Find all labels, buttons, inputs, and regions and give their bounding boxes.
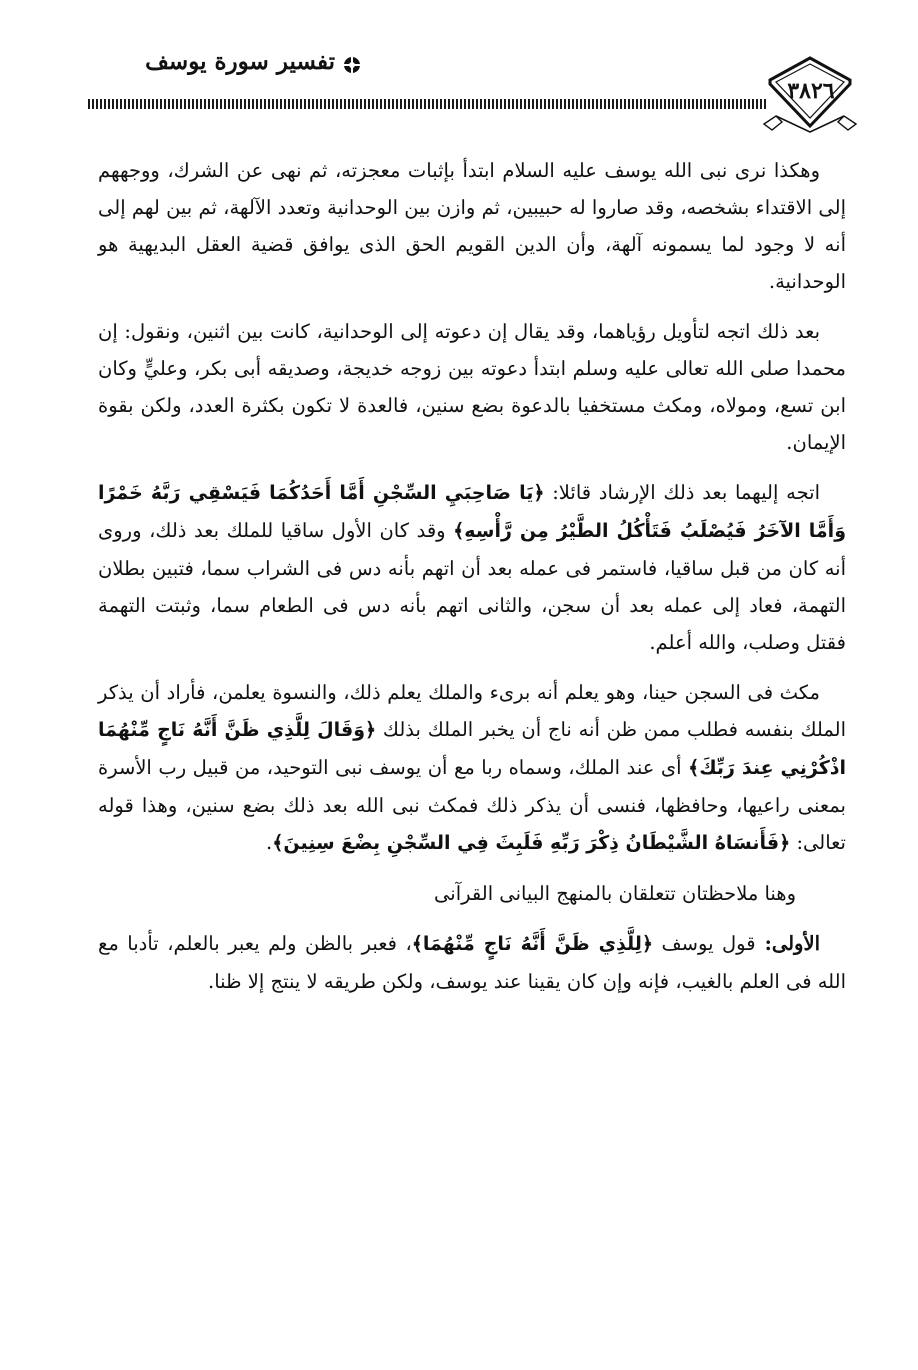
paragraph-3: [98, 474, 846, 661]
paragraph-3-rest: وقد كان الأول ساقيا للملك بعد ذلك، وروى أنه كان من قبل ساقيا، فاستمر فى عمله بعد أن اتهم بأنه دس فى الشراب سما، فتبين بطلان التهمة، فعاد إلى عمله بعد أن سجن، والثانى اتهم بأنه دس فى الطعام سما، وثبتت التهمة فقتل وصلب، والله أعلم.: [98, 519, 846, 654]
paragraph-6-rest: ، فعبر بالظن ولم يعبر بالعلم، تأدبا مع الله فى العلم بالغيب، فإنه وإن كان يقينا عند يوسف، ولكن طريقه لا ينتج إلا ظنا.: [98, 932, 846, 993]
page-header: [0, 0, 918, 140]
quran-verse: ﴿لِلَّذِي ظَنَّ أَنَّهُ نَاجٍ مِّنْهُمَا﴾: [411, 933, 653, 955]
surah-title: تفسير سورة يوسف: [145, 48, 335, 75]
quran-verse: ﴿يَا صَاحِبَيِ السِّجْنِ أَمَّا أَحَدُكُمَا فَيَسْقِي رَبَّهُ خَمْرًا وَأَمَّا الآخَرُ فَيُصْلَبُ فَتَأْكُلُ الطَّيْرُ مِن رَّأْسِهِ﴾: [98, 482, 846, 542]
body-text: [98, 152, 846, 1013]
paragraph-1-text: وهكذا نرى نبى الله يوسف عليه السلام ابتدأ بإثبات معجزته، ثم نهى عن الشرك، ووجههم إلى الاقتداء بشخصه، وقد صاروا له حبيبين، ثم وازن بين الوحدانية وتعدد الآلهة، ثم بين لهم إلى أنه لا وجود لما يسمونه آلهة، وأن الدين القويم الحق الذى يوافق قضية العقل البديهية هو الوحدانية.: [98, 159, 846, 293]
paragraph-5: [98, 875, 846, 912]
paragraph-5-text: وهنا ملاحظتان تتعلقان بالمنهج البيانى القرآنى: [434, 882, 796, 905]
quran-verse: ﴿فَأَنسَاهُ الشَّيْطَانُ ذِكْرَ رَبِّهِ فَلَبِثَ فِي السِّجْنِ بِضْعَ سِنِينَ﴾: [272, 832, 791, 854]
paragraph-1: [98, 152, 846, 300]
paragraph-2-text: بعد ذلك اتجه لتأويل رؤياهما، وقد يقال إن دعوته إلى الوحدانية، كانت بين اثنين، ونقول: إن محمدا صلى الله تعالى عليه وسلم ابتدأ دعوته بين زوجه خديجة، وصديقه أبى بكر، وعليٍّ وكان ابن تسع، ومولاه، ومكث مستخفيا بالدعوة بضع سنين، فالعدة لا تكون بكثرة العدد، ولكن بقوة الإيمان.: [98, 320, 846, 454]
header-rule: [88, 99, 768, 109]
paragraph-6: [98, 925, 846, 1000]
paragraph-4-end: .: [266, 831, 273, 854]
paragraph-4: [98, 674, 846, 862]
flower-ornament-icon: [342, 55, 362, 75]
paragraph-2: [98, 313, 846, 461]
page-number: ٣٨٢٦: [787, 78, 835, 104]
paragraph-4-middle: أى عند الملك، وسماه ربا مع أن يوسف نبى التوحيد، من قبيل رب الأسرة بمعنى راعيها، وحافظها، فنسى أن يذكر ذلك فمكث نبى الله بعد ذلك بضع سنين، وهذا قوله تعالى:: [98, 756, 846, 854]
first-note-label: الأولى:: [755, 932, 820, 955]
paragraph-4-intro: مكث فى السجن حينا، وهو يعلم أنه برىء والملك يعلم ذلك، والنسوة يعلمن، فأراد أن يذكر الملك بنفسه فطلب ممن ظن أنه ناج أن يخبر الملك بذلك: [98, 681, 847, 741]
quran-verse: ﴿وَقَالَ لِلَّذِي ظَنَّ أَنَّهُ نَاجٍ مِّنْهُمَا اذْكُرْنِي عِندَ رَبِّكَ﴾: [98, 719, 847, 779]
paragraph-6-intro: قول يوسف: [652, 932, 756, 955]
paragraph-3-intro: اتجه إليهما بعد ذلك الإرشاد قائلا:: [544, 481, 821, 504]
